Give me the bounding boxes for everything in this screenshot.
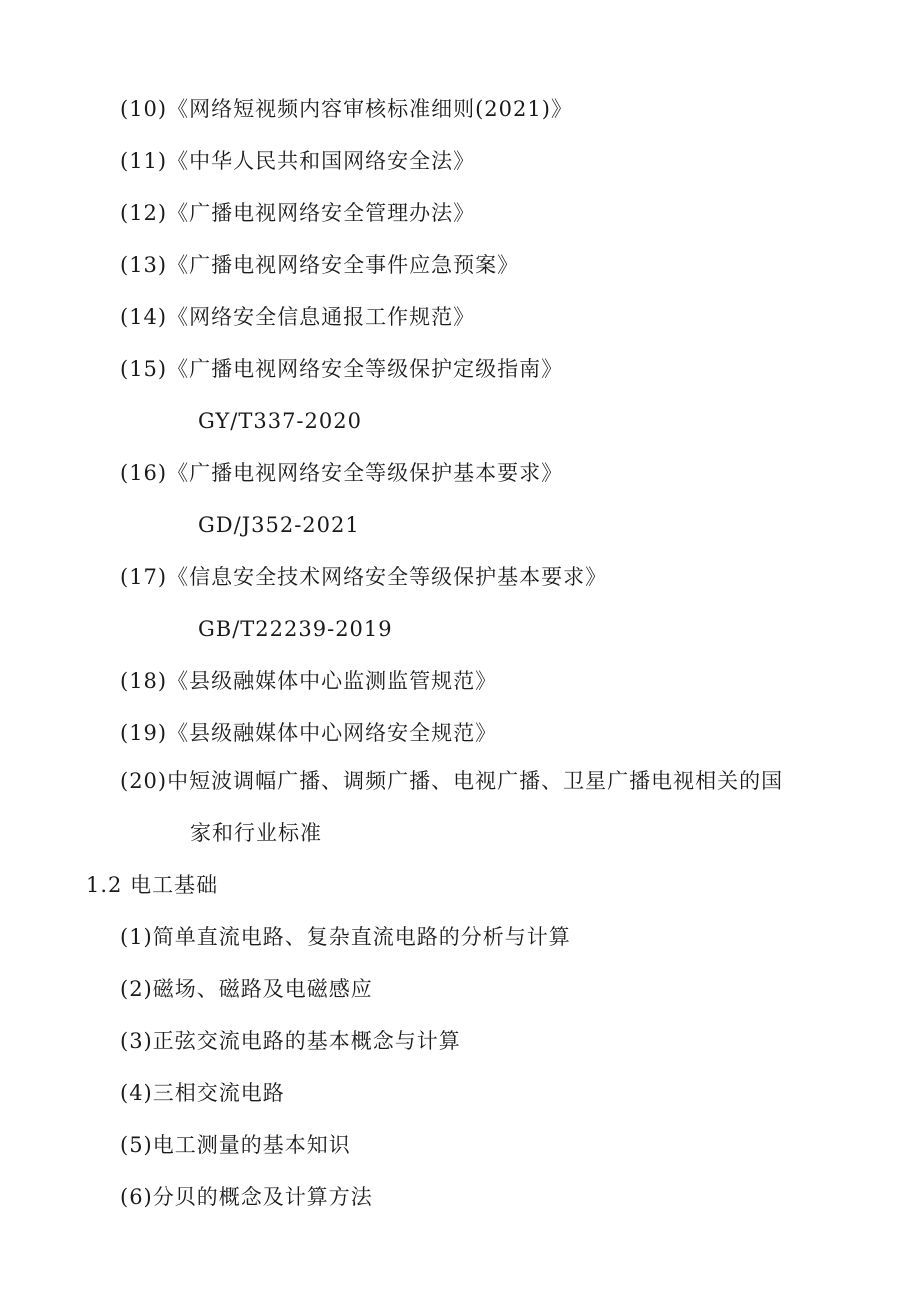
- list-item-continuation: 家和行业标准: [190, 821, 322, 845]
- list-item: (13)《广播电视网络安全事件应急预案》: [120, 253, 520, 277]
- section-item: (3)正弦交流电路的基本概念与计算: [120, 1029, 461, 1053]
- section-item: (4)三相交流电路: [120, 1081, 285, 1105]
- list-item: (15)《广播电视网络安全等级保护定级指南》: [120, 357, 564, 381]
- list-item: (20)中短波调幅广播、调频广播、电视广播、卫星广播电视相关的国: [120, 769, 784, 793]
- list-item: (16)《广播电视网络安全等级保护基本要求》: [120, 461, 564, 485]
- section-item: (2)磁场、磁路及电磁感应: [120, 977, 373, 1001]
- list-item: (12)《广播电视网络安全管理办法》: [120, 201, 476, 225]
- section-item: (1)简单直流电路、复杂直流电路的分析与计算: [120, 925, 571, 949]
- section-heading: 1.2 电工基础: [86, 873, 219, 897]
- list-item: (18)《县级融媒体中心监测监管规范》: [120, 669, 498, 693]
- list-item: (14)《网络安全信息通报工作规范》: [120, 305, 476, 329]
- standard-code: GD/J352-2021: [198, 513, 360, 537]
- list-item: (19)《县级融媒体中心网络安全规范》: [120, 721, 498, 745]
- standard-code: GY/T337-2020: [198, 409, 362, 433]
- section-item: (6)分贝的概念及计算方法: [120, 1185, 373, 1209]
- list-item: (17)《信息安全技术网络安全等级保护基本要求》: [120, 565, 608, 589]
- list-item: (10)《网络短视频内容审核标准细则(2021)》: [120, 97, 573, 121]
- standard-code: GB/T22239-2019: [198, 617, 393, 641]
- list-item: (11)《中华人民共和国网络安全法》: [120, 149, 476, 173]
- section-item: (5)电工测量的基本知识: [120, 1133, 351, 1157]
